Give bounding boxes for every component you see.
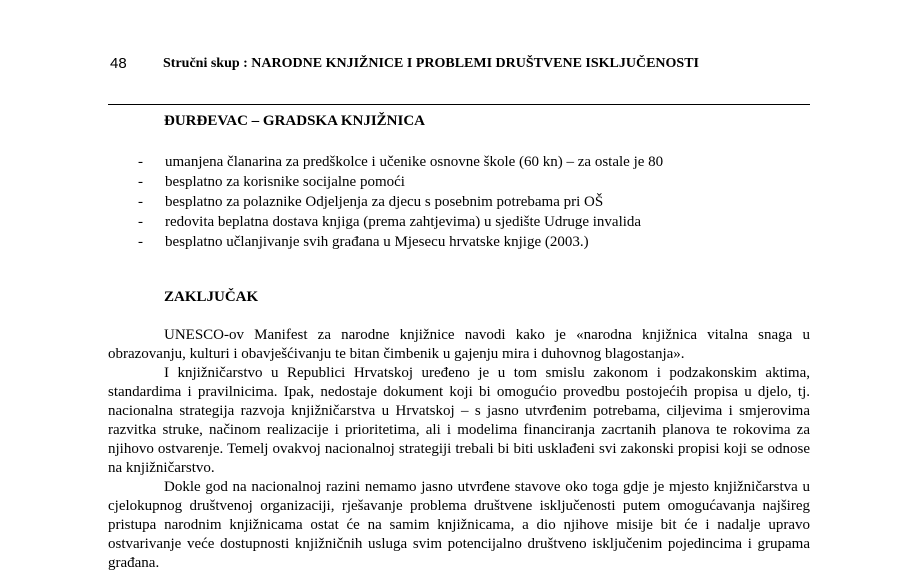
page-number: 48 — [110, 55, 127, 72]
bullet-marker: - — [138, 234, 143, 250]
paragraph: UNESCO-ov Manifest za narodne knjižnice navodi kako je «narodna knjižnica vitalna snaga u obrazovanju, kulturi i obavješćivanju te bitan čimbenik u gajenju mira i duhovnog blagostanja». — [108, 327, 810, 362]
bullet-marker: - — [138, 214, 143, 230]
list-item — [0, 212, 918, 232]
list-item — [0, 152, 918, 172]
list-item-text: besplatno učlanjivanje svih građana u Mjesecu hrvatske knjige (2003.) — [165, 234, 589, 250]
conclusion-body — [108, 326, 810, 573]
bullet-marker: - — [138, 194, 143, 210]
list-item-text: umanjena članarina za predškolce i učenike osnovne škole (60 kn) – za ostale je 80 — [165, 154, 664, 170]
running-header-title: Stručni skup : NARODNE KNJIŽNICE I PROBLEMI DRUŠTVENE ISKLJUČENOSTI — [163, 56, 699, 71]
section-title-zakljucak: ZAKLJUČAK — [164, 289, 259, 305]
header-rule — [108, 104, 810, 105]
paragraph: Dokle god na nacionalnoj razini nemamo jasno utvrđene stavove oko toga gdje je mjesto knjižničarstva u cjelokupnog društvenoj organizaciji, rješavanje problema društvene isključenosti putem omogućavanja najšireg pristupa narodnim knjižnicama ostat će na samim knjižnicama, a dio njihove misije bit će i nadalje upravo ostvarivanje veće dostupnosti knjižničnih usluga svim potencijalno društveno isključenim pojedincima i grupama građana. — [108, 479, 810, 571]
bullet-marker: - — [138, 174, 143, 190]
list-item — [0, 192, 918, 212]
list-item-text: besplatno za polaznike Odjeljenja za djecu s posebnim potrebama pri OŠ — [165, 194, 604, 210]
list-item — [0, 232, 918, 252]
paragraph: I knjižničarstvo u Republici Hrvatskoj uređeno je u tom smislu zakonom i podzakonskim aktima, standardima i pravilnicima. Ipak, nedostaje dokument koji bi omogućio provedbu postojećih propisa u djelo, tj. nacionalna strategija razvoja knjižničarstva u Hrvatskoj – s jasno utvrđenim potrebama, ciljevima i smjerovima razvitka struke, načinom realizacije i prioritetima, ali i modelima financiranja zacrtanih planova te rokovima za njihovo ostvarenje. Temelj ovakvoj nacionalnoj strategiji trebali bi biti usklađeni svi zakonski propisi koji se odnose na knjižničarstvo. — [108, 365, 810, 476]
list-item-text: redovita beplatna dostava knjiga (prema zahtjevima) u sjedište Udruge invalida — [165, 214, 642, 230]
bullet-marker: - — [138, 154, 143, 170]
bullet-list — [0, 152, 918, 252]
section-title-durdevac: ĐURĐEVAC – GRADSKA KNJIŽNICA — [164, 113, 426, 129]
list-item — [0, 172, 918, 192]
list-item-text: besplatno za korisnike socijalne pomoći — [165, 174, 405, 190]
